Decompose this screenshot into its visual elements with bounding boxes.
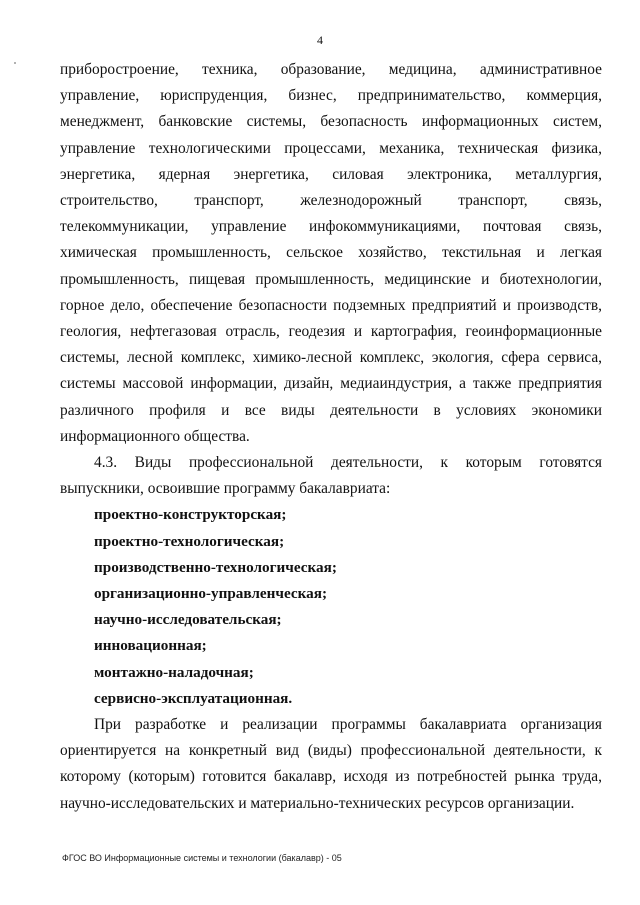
list-item: инновационная; — [94, 637, 207, 655]
list-item: монтажно-наладочная; — [94, 663, 254, 681]
paragraph-program-orientation: При разработке и реализации программы бакалавриата организация ориентируется на конкретный вид (виды) профессиональной деятельности, к которому (которым) готовится бакалавр, исходя из потребностей рынка труда, научно-исследовательских и материально-технических ресурсов организации. — [60, 716, 602, 812]
paragraph-section-4-3: 4.3. Виды профессиональной деятельности, к которым готовятся выпускники, освоившие программу бакалавриата: — [60, 454, 602, 498]
list-item: сервисно-эксплуатационная. — [94, 689, 293, 707]
paragraph-fields-of-activity: приборостроение, техника, образование, медицина, административное управление, юриспруденция, бизнес, предпринимательство, коммерция, менеджмент, банковские системы, безопасность информационных систем, управление технологическими процессами, механика, техническая физика, энергетика, ядерная энергетика, силовая электроника, металлургия, строительство, транспорт, железнодорожный транспорт, связь, телекоммуникации, управление инфокоммуникациями, почтовая связь, химическая промышленность, сельское хозяйство, текстильная и легкая промышленность, пищевая промышленность, медицинские и биотехнологии, горное дело, обеспечение безопасности подземных предприятий и производств, геология, нефтегазовая отрасль, геодезия и картография, геоинформационные системы, лесной комплекс, химико-лесной комплекс, экология, сфера сервиса, системы массовой информации, дизайн, медиаиндустрия, а также предприятия различного профиля и все виды деятельности в условиях экономики информационного общества. — [60, 61, 602, 445]
list-item: производственно-технологическая; — [94, 558, 337, 576]
list-item: организационно-управленческая; — [94, 585, 327, 603]
page-number: 4 — [317, 33, 323, 47]
list-item: научно-исследовательская; — [94, 611, 282, 629]
list-item: проектно-технологическая; — [94, 532, 285, 550]
list-item: проектно-конструкторская; — [94, 506, 287, 524]
activity-kinds-list — [60, 502, 602, 712]
page-footer: ФГОС ВО Информационные системы и технологии (бакалавр) - 05 — [62, 853, 342, 863]
scan-speck — [14, 62, 16, 64]
document-body — [60, 57, 602, 817]
